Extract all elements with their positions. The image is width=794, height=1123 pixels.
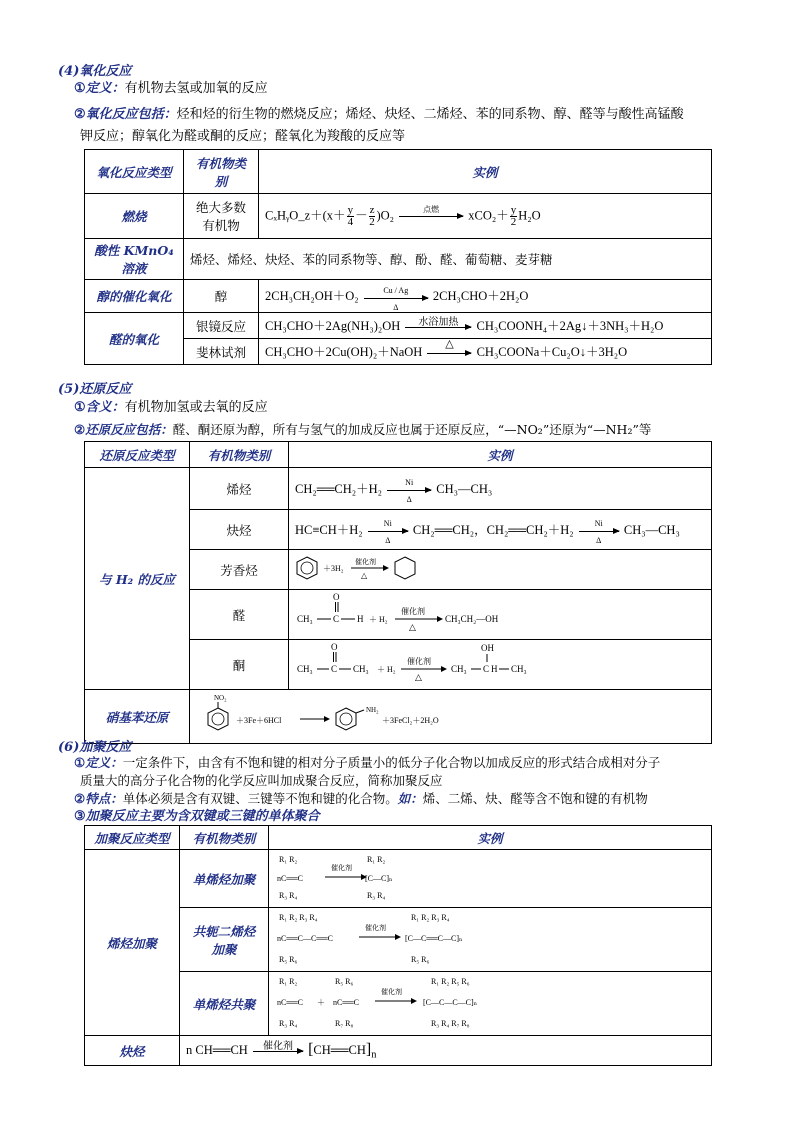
svg-text:CH₃: CH₃ — [511, 664, 527, 674]
poly-alkyne-type: 炔烃 — [85, 1036, 180, 1066]
svg-text:△: △ — [361, 571, 368, 580]
svg-text:R₃ R₄: R₃ R₄ — [279, 891, 298, 900]
section-4-title: (4)氧化反应 — [58, 64, 132, 79]
poly-mono-equation — [269, 850, 712, 908]
ox-alcohol-class: 醇 — [184, 280, 259, 313]
svg-text:C: C — [333, 614, 340, 624]
ox-fehling-equation: CH₃CHO＋2Cu(OH)₂＋NaOH △ CH₃COONa＋Cu₂O↓＋3H₂O — [259, 339, 712, 365]
svg-text:＋ H₂: ＋ H₂ — [377, 665, 396, 674]
red-nitro-equation — [190, 690, 712, 744]
red-aromatic-class: 芳香烃 — [190, 550, 289, 590]
svg-text:R₁ R₂ R₃ R₄: R₁ R₂ R₃ R₄ — [279, 913, 318, 922]
red-ketone-equation — [289, 640, 712, 690]
svg-text:[C—C—C—C]ₙ: [C—C—C—C]ₙ — [423, 998, 478, 1007]
poly-diene-equation — [269, 908, 712, 972]
svg-text:R₁ R₂ R₃ R₄: R₁ R₂ R₃ R₄ — [411, 913, 450, 922]
svg-text:NH₂: NH₂ — [366, 706, 379, 714]
svg-text:R₃ R₄: R₃ R₄ — [367, 891, 386, 900]
mono-olefin-svg — [275, 852, 415, 902]
oxidation-table — [84, 149, 712, 365]
red-alkene-class: 烯烃 — [190, 468, 289, 510]
poly-copoly-equation — [269, 972, 712, 1036]
s6-main: ③加聚反应主要为含双键或三键的单体聚合 — [74, 809, 320, 824]
svg-text:R₃ R₄: R₃ R₄ — [279, 1019, 298, 1028]
s5-includes: ②还原反应包括：醛、酮还原为醇，所有与氢气的加成反应也属于还原反应，“—NO₂”还原为“—NH₂”等 — [74, 422, 652, 437]
benzene-cond: 催化剂 — [355, 558, 376, 566]
red-header-type: 还原反应类型 — [85, 442, 190, 468]
s4-def-num: ① — [74, 81, 86, 96]
s4-inc-num: ② — [74, 107, 86, 122]
section-5-title: (5)还原反应 — [58, 382, 132, 397]
poly-mono-class: 单烯烃加聚 — [180, 850, 269, 908]
ox-silver-mirror-class: 银镜反应 — [184, 313, 259, 339]
ox-aldehyde-type: 醛的氧化 — [85, 313, 184, 365]
ketone-reduction-svg — [295, 642, 555, 684]
red-aldehyde-equation — [289, 590, 712, 640]
ox-fehling-class: 斐林试剂 — [184, 339, 259, 365]
s4-def-label: 定义： — [85, 81, 125, 96]
poly-header-example: 实例 — [269, 826, 712, 850]
combustion-arrow: 点燃 — [399, 208, 463, 224]
alkyne-arrow: 催化剂 — [253, 1043, 303, 1059]
svg-text:nC══C: nC══C — [277, 998, 304, 1007]
svg-text:H: H — [357, 614, 364, 624]
svg-text:R₅ R₆: R₅ R₆ — [411, 955, 430, 964]
svg-text:CH₃: CH₃ — [297, 614, 313, 624]
s6-definition: ①定义：一定条件下，由含有不饱和键的相对分子质量小的低分子化合物以加成反应的形式结合成相对分子 — [74, 755, 661, 770]
aldehyde-reduction-svg — [295, 592, 555, 634]
s4-definition — [74, 80, 268, 97]
svg-text:CH₃CH₂—OH: CH₃CH₂—OH — [445, 614, 499, 624]
ox-combustion-type: 燃烧 — [85, 194, 184, 239]
svg-text:＋3FeCl₂＋2H₂O: ＋3FeCl₂＋2H₂O — [382, 716, 439, 725]
s6-definition-cont: 质量大的高分子化合物的化学反应叫加成聚合反应，简称加聚反应 — [80, 773, 443, 788]
poly-alkyne-equation: n CH══CH 催化剂 $[CH══CH]_n$ — [180, 1036, 712, 1066]
svg-text:催化剂: 催化剂 — [401, 607, 425, 616]
svg-text:催化剂: 催化剂 — [365, 924, 386, 932]
svg-text:R₅ R₆: R₅ R₆ — [279, 955, 298, 964]
svg-text:催化剂: 催化剂 — [331, 864, 352, 872]
svg-text:[C—C]ₙ: [C—C]ₙ — [365, 874, 393, 883]
ox-header-class: 有机物类 别 — [184, 150, 259, 194]
red-alkyne-class: 炔烃 — [190, 510, 289, 550]
ox-combustion-equation: CₓHᵧO_z＋(x＋ $\frac{y}{4}$ － $\frac{z}{2}$ )O₂ 点燃 xCO₂＋ $\frac{y}{2}$ H₂O — [259, 194, 712, 239]
s4-inc-text1: 烃和烃的衍生物的燃烧反应；烯烃、炔烃、二烯烃、苯的同系物、醇、醛等与酸性高锰酸 — [176, 107, 684, 122]
svg-text:CH₃: CH₃ — [353, 664, 369, 674]
s6-feature: ②特点：单体必须是含有双键、三键等不饱和键的化合物。如：烯、二烯、炔、醛等含不饱和键的有机物 — [74, 791, 648, 806]
polymerization-table — [84, 825, 712, 1066]
red-header-example: 实例 — [289, 442, 712, 468]
poly-header-class: 有机物类别 — [180, 826, 269, 850]
svg-text:＋ H₂: ＋ H₂ — [369, 615, 388, 624]
svg-text:[C—C══C—C]ₙ: [C—C══C—C]ₙ — [405, 934, 463, 943]
ox-header-example: 实例 — [259, 150, 712, 194]
poly-header-type: 加聚反应类型 — [85, 826, 180, 850]
svg-text:nC══C: nC══C — [333, 998, 360, 1007]
svg-text:R₃ R₄ R₇ R₈: R₃ R₄ R₇ R₈ — [431, 1019, 470, 1028]
red-alkyne-equation: HC≡CH＋H₂ $\frac{Ni}{\Delta}$ CH₂══CH₂，CH₂══CH₂＋H₂ $\frac{Ni}{\Delta}$ CH₃—CH₃ — [289, 510, 712, 550]
ox-alcohol-equation: 2CH₃CH₂OH＋O₂ $\frac{Cu / Ag}{\Delta}$ 2CH₃CHO＋2H₂O — [259, 280, 712, 313]
ox-silver-mirror-equation: CH₃CHO＋2Ag(NH₃)₂OH 水浴加热 CH₃COONH₄＋2Ag↓＋3NH₃＋H₂O — [259, 313, 712, 339]
svg-text:R₇ R₈: R₇ R₈ — [335, 1019, 354, 1028]
ox-kmno4-classes: 烯烃、烯烃、炔烃、苯的同系物等、醇、酚、醛、葡萄糖、麦芽糖 — [184, 239, 712, 280]
benzene-h2: ＋3H₂ — [323, 564, 344, 573]
red-ketone-class: 酮 — [190, 640, 289, 690]
red-alkene-equation: CH₂══CH₂＋H₂ $\frac{Ni}{\Delta}$ CH₃—CH₃ — [289, 468, 712, 510]
red-aromatic-equation — [289, 550, 712, 590]
svg-text:CH₃: CH₃ — [451, 664, 467, 674]
s4-includes — [74, 106, 684, 123]
fehling-arrow: △ — [427, 345, 471, 361]
red-header-class: 有机物类别 — [190, 442, 289, 468]
svg-text:催化剂: 催化剂 — [407, 657, 431, 666]
s4-includes-cont: 钾反应；醇氧化为醛或酮的反应；醛氧化为羧酸的反应等 — [80, 129, 406, 144]
poly-olefin-type: 烯烃加聚 — [85, 850, 180, 1036]
red-aldehyde-class: 醛 — [190, 590, 289, 640]
ox-alcohol-type: 醇的催化氧化 — [85, 280, 184, 313]
svg-text:R₁ R₂: R₁ R₂ — [279, 855, 298, 864]
ox-kmno4-type: 酸性 KMnO₄ 溶液 — [85, 239, 184, 280]
s4-inc-label: 氧化反应包括： — [85, 107, 177, 122]
svg-text:R₁ R₂: R₁ R₂ — [367, 855, 386, 864]
diene-svg — [275, 910, 515, 966]
svg-text:nC══C—C══C: nC══C—C══C — [277, 934, 334, 943]
silver-arrow: 水浴加热 — [405, 319, 471, 335]
svg-text:nC══C: nC══C — [277, 874, 304, 883]
ox-header-type: 氧化反应类型 — [85, 150, 184, 194]
red-nitro-type: 硝基苯还原 — [85, 690, 190, 744]
svg-text:H: H — [491, 664, 498, 674]
s4-def-text: 有机物去氢或加氧的反应 — [124, 81, 268, 96]
svg-text:△: △ — [409, 622, 416, 632]
red-h2-type: 与 H₂ 的反应 — [85, 468, 190, 690]
svg-text:OH: OH — [481, 643, 494, 653]
svg-text:R₁ R₂: R₁ R₂ — [279, 977, 298, 986]
svg-text:O: O — [333, 592, 340, 602]
alcohol-arrow: $\frac{Cu / Ag}{\Delta}$ — [364, 290, 428, 306]
poly-copoly-class: 单烯烃共聚 — [180, 972, 269, 1036]
svg-text:＋: ＋ — [317, 998, 325, 1007]
ox-combustion-class: 绝大多数 有机物 — [184, 194, 259, 239]
svg-text:O: O — [331, 642, 338, 652]
svg-text:R₁ R₂ R₅ R₆: R₁ R₂ R₅ R₆ — [431, 977, 470, 986]
svg-text:R₅ R₆: R₅ R₆ — [335, 977, 354, 986]
reduction-table — [84, 441, 712, 744]
nitrobenzene-reduction-svg — [196, 692, 496, 738]
poly-diene-class: 共轭二烯烃 加聚 — [180, 908, 269, 972]
svg-text:C: C — [331, 664, 338, 674]
svg-text:CH₃: CH₃ — [297, 664, 313, 674]
svg-text:＋3Fe＋6HCl: ＋3Fe＋6HCl — [236, 716, 282, 725]
copolymer-svg — [275, 974, 535, 1030]
benzene-hydrogenation-svg — [295, 553, 435, 583]
svg-text:△: △ — [415, 672, 422, 682]
svg-text:NO₂: NO₂ — [214, 694, 227, 702]
s5-definition: ①含义：有机物加氢或去氧的反应 — [74, 400, 268, 415]
section-6-title: (6)加聚反应 — [58, 740, 132, 755]
svg-text:C: C — [483, 664, 490, 674]
svg-text:催化剂: 催化剂 — [381, 988, 402, 996]
